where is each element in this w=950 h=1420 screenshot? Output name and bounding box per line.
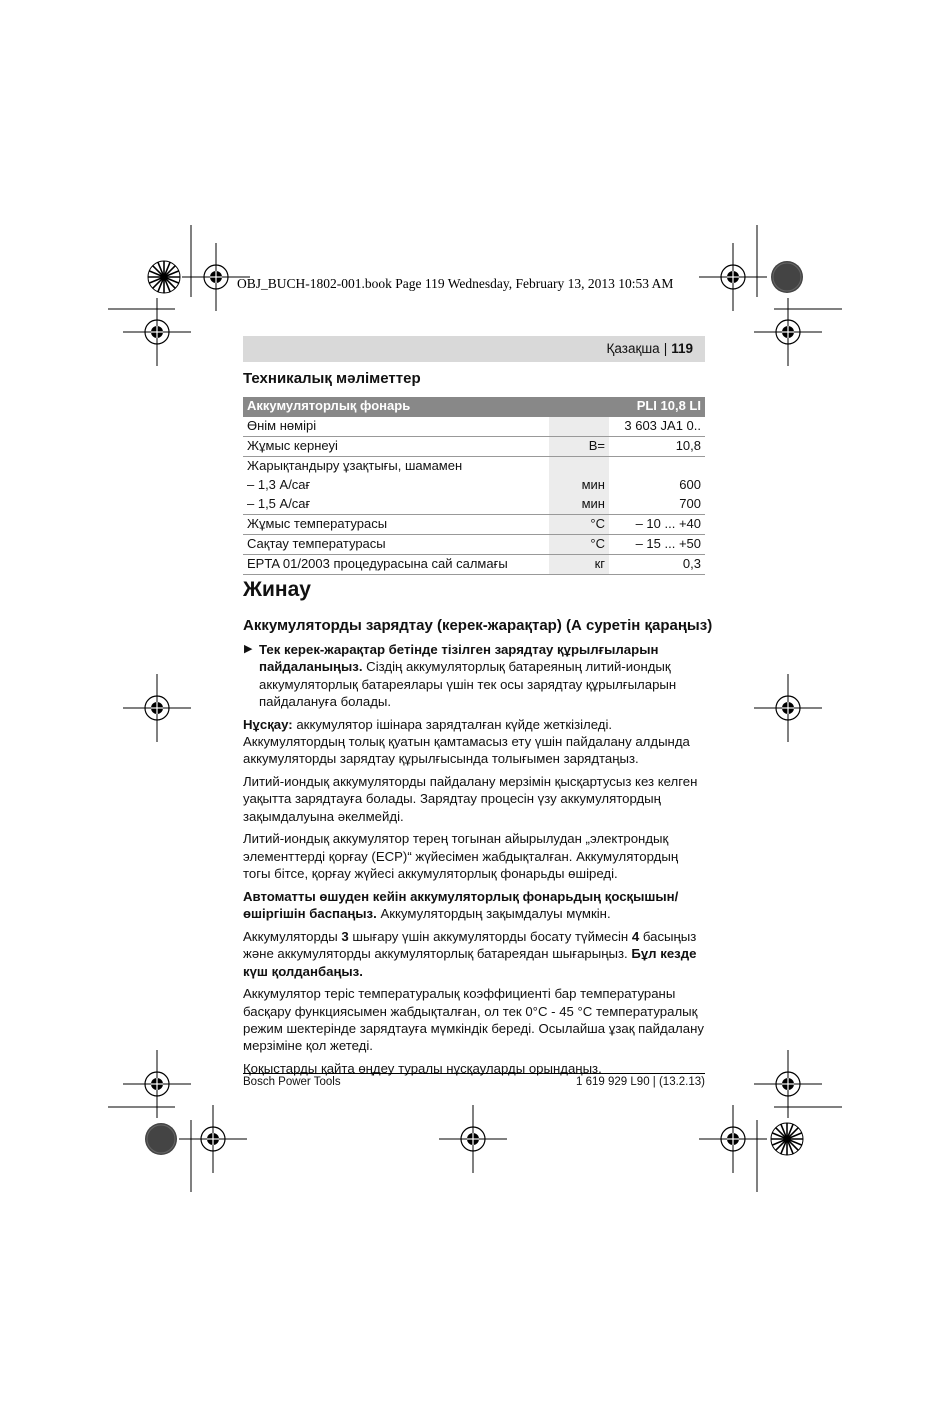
table-head-name: Аккумуляторлық фонарь — [243, 397, 549, 417]
tech-data-table — [243, 397, 705, 575]
header-separator: | — [663, 341, 668, 356]
page-number: 119 — [671, 341, 693, 356]
table-head-model: PLI 10,8 LI — [609, 397, 705, 417]
bullet-triangle-icon: ▶ — [244, 643, 253, 655]
footer-rule — [243, 1073, 705, 1074]
bullet-paragraph: ▶ Тек керек-жарақтар бетінде тізілген зарядтау құрылғыларын пайдаланыңыз. Сіздің аккумуляторлық батареяның литий-иондық аккумуляторлық батареялары үшін тек осы зарядтау құрылғыларын пайдалануға болады. — [244, 642, 677, 709]
table-row: Сақтау температурасы °C – 15 ... +50 — [243, 535, 705, 555]
page-header — [243, 336, 705, 362]
file-slug: OBJ_BUCH-1802-001.book Page 119 Wednesday, February 13, 2013 10:53 AM — [237, 276, 674, 291]
table-row: – 1,5 А/сағ мин 700 — [243, 495, 705, 515]
header-text — [607, 341, 693, 356]
note-paragraph: Нұсқау: аккумулятор ішінара зарядталған күйде жеткізіледі. Аккумулятордың толық қуатын қамтамасыз ету үшін пайдалану алдында аккумуляторды зарядтау құрылғысында толығымен зарядтаңыз. — [243, 716, 690, 767]
remove-battery-paragraph: Аккумуляторды 3 шығару үшін аккумуляторды босату түймесін 4 басыңыз және аккумуляторды аккумуляторлық батареядан шығарыңыз. Бұл кезде күш қолданбаңыз. — [243, 928, 697, 979]
section-title: Жинау — [243, 578, 311, 601]
subsection-title: Аккумуляторды зарядтау (керек-жарақтар) (А суретін қараңыз) — [243, 617, 713, 634]
paragraph: Литий-иондық аккумулятор терең тогынан айырылудан „электрондық элементтерді қорғау (ECP)“ жүйесімен жабдықталған. Аккумулятордың тогы бітсе, қорғау жүйесі аккумуляторлық фонарьды өшіреді. — [243, 831, 679, 882]
table-row: Жұмыс температурасы °C – 10 ... +40 — [243, 515, 705, 535]
table-header-row — [243, 397, 705, 417]
table-row: Жарықтандыру ұзақтығы, шамамен — [243, 457, 705, 477]
table-row: EPTA 01/2003 процедурасына сай салмағы кг 0,3 — [243, 555, 705, 575]
table-row: – 1,3 А/сағ мин 600 — [243, 476, 705, 495]
table-row: Жұмыс кернеуі В= 10,8 — [243, 437, 705, 457]
paragraph: Аккумулятор теріс температуралық коэффициенті бар температураны басқару функциясымен жабдықталған, ол тек 0°C - 45 °C температуралық режим шектерінде зарядтауға мүмкіндік береді. Осылайша ұзақ пайдалану мерзіміне қол жетеді. — [243, 986, 704, 1054]
warning-paragraph: Автоматты өшуден кейін аккумуляторлық фонарьдың қосқышын/өшіргішін баспаңыз. Аккумулятордың зақымдалуы мүмкін. — [243, 888, 679, 922]
paragraph: Қоқыстарды қайта өңдеу туралы нұсқауларды орындаңыз. — [243, 1061, 602, 1077]
body-text — [243, 641, 705, 1083]
header-language: Қазақша — [606, 341, 660, 356]
footer-brand: Bosch Power Tools — [243, 1076, 341, 1088]
tech-data-title: Техникалық мәліметтер — [243, 370, 421, 387]
table-row: Өнім нөмірі 3 603 JA1 0.. — [243, 417, 705, 437]
footer-docnumber: 1 619 929 L90 | (13.2.13) — [576, 1076, 705, 1088]
paragraph: Литий-иондық аккумуляторды пайдалану мерзімін қысқартусыз кез келген уақытта зарядтауға болады. Зарядтау процесін үзу аккумулятордың зақымдалуына әкелмейді. — [243, 774, 698, 824]
